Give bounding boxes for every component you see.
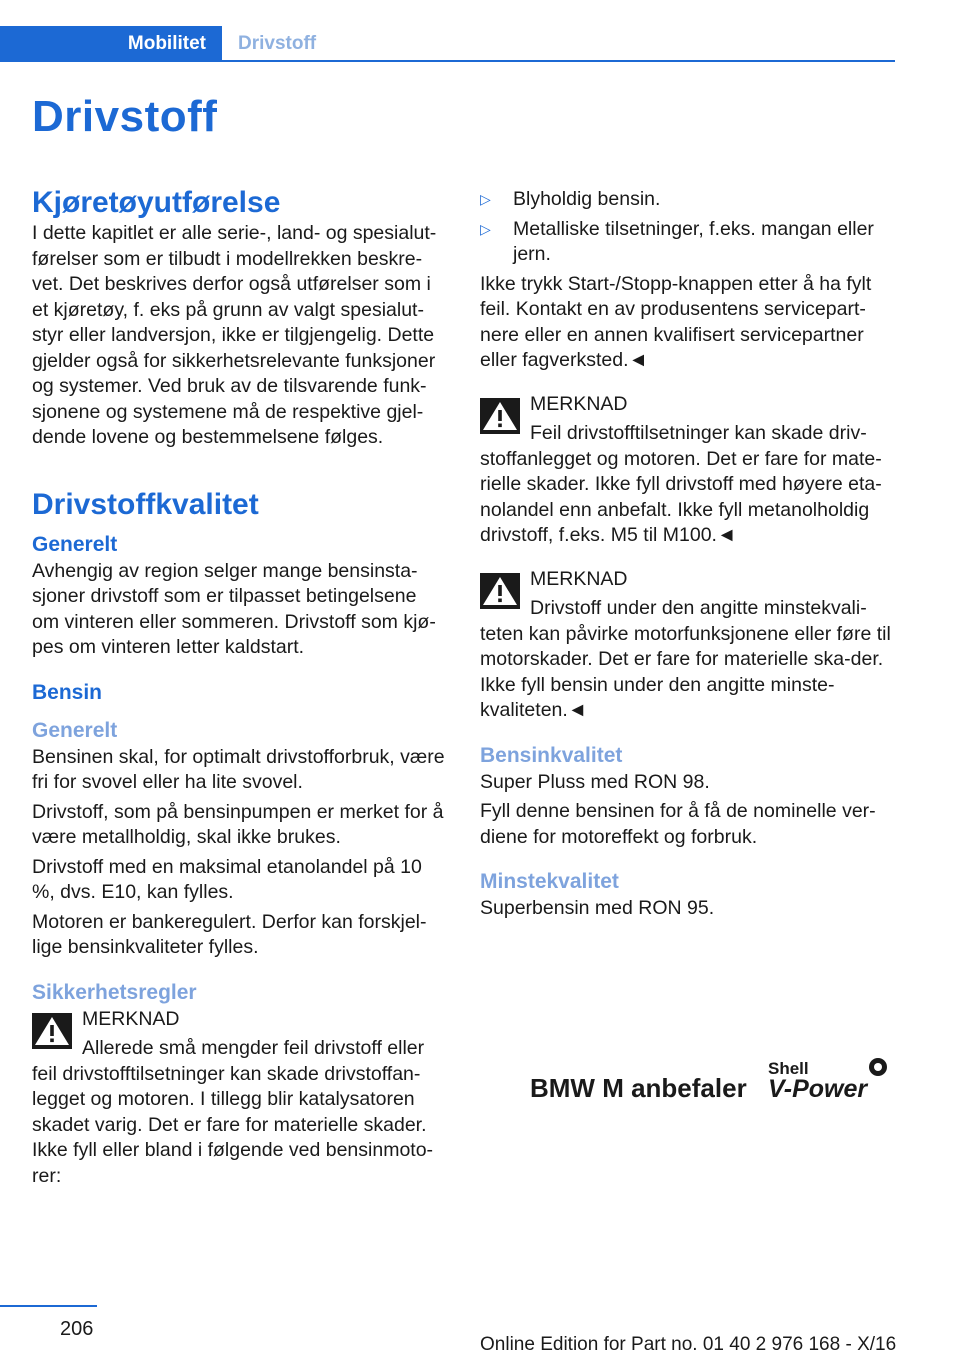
warning-paragraph: Allerede små mengder feil drivstoff eller feil drivstofftilsetninger kan skade drivstoffan-legget og motoren. I tillegg blir katalysatoren skadet varig. Det er fare for materielle skader. Ikke fyll eller bland i følgende ved bensinmoto-rer: — [32, 1037, 434, 1187]
petrol-paragraph-2: Drivstoff, som på bensinpumpen er merket for å være metallholdig, skal ikke brukes. — [32, 800, 444, 848]
heading-safety-rules: Sikkerhetsregler — [32, 980, 197, 1004]
list-item — [480, 217, 896, 268]
page-title: Drivstoff — [32, 92, 218, 141]
warning-triangle-icon — [32, 1013, 72, 1049]
list-item-text: Metalliske tilsetninger, f.eks. mangan eller jern. — [513, 217, 874, 265]
footer-divider — [0, 1305, 97, 1307]
warning-block — [480, 392, 896, 549]
bullet-triangle-icon: ▷ — [480, 220, 491, 237]
warning-block — [32, 1007, 448, 1190]
quality-paragraph-2: Fyll denne bensinen for å få de nominelle ver-diene for motoreffekt og forbruk. — [480, 800, 876, 848]
footer-edition: Online Edition for Part no. 01 40 2 976 168 - X/16 — [480, 1334, 897, 1355]
general-paragraph: Avhengig av region selger mange bensinsta-sjoner drivstoff som er tilpasset betingelsene om vinteren eller sommeren. Drivstoff som kjø-pes om vinteren letter kaldstart. — [32, 559, 436, 658]
petrol-paragraph-3: Drivstoff med en maksimal etanolandel på 10 %, dvs. E10, kan fylles. — [32, 855, 422, 903]
logo-text: BMW M anbefaler — [530, 1073, 747, 1103]
logo-brand-bottom: V-Power — [768, 1075, 868, 1103]
warning-paragraph: Drivstoff under den angitte minstekvali-teten kan påvirke motorfunksjonene eller føre til motorskader. Det er fare for materielle ska-der. Ikke fyll bensin under den angitte minste-kvaliteten.◄ — [480, 597, 891, 721]
logo-brand-top: Shell — [768, 1059, 809, 1078]
start-stop-paragraph: Ikke trykk Start-/Stopp-knappen etter å ha fylt feil. Kontakt en av produsentens servicepart-nere eller en annen kvalifisert servicepartner eller fagverksted.◄ — [480, 272, 872, 371]
warning-triangle-icon — [480, 398, 520, 434]
petrol-paragraph-1: Bensinen skal, for optimalt drivstofforbruk, være fri for svovel eller ha lite svovel. — [32, 745, 445, 793]
minimum-quality-paragraph: Superbensin med RON 95. — [480, 897, 715, 919]
heading-petrol-quality: Bensinkvalitet — [480, 743, 623, 767]
variant-paragraph: I dette kapitlet er alle serie-, land- og spesialut-førelser som er tilbudt i modellrekken beskre-vet. Det beskrives derfor også utførelser som i et kjøretøy, f. eks på grunn av valgt spesialut-styr eller landversjon, ikke er tilgjengelig. Dette gjelder også for sikkerhetsrelevante funksjoner og systemer. Ved bruk av de tilsvarende funk-sjonene og systemene må de respektive gjel-dende lovene og bestemmelsene følges. — [32, 222, 437, 448]
warning-block — [480, 567, 896, 724]
heading-general: Generelt — [32, 532, 118, 556]
quality-paragraph-1: Super Pluss med RON 98. — [480, 770, 710, 793]
heading-petrol: Bensin — [32, 680, 103, 704]
left-column — [32, 185, 448, 1189]
warning-triangle-icon — [480, 573, 520, 609]
header-bar — [0, 26, 895, 62]
tab-mobilitet[interactable]: Mobilitet — [0, 26, 222, 62]
warning-label: MERKNAD — [530, 392, 628, 415]
heading-fuel-quality: Drivstoffkvalitet — [32, 487, 259, 521]
tab-drivstoff[interactable]: Drivstoff — [238, 33, 317, 54]
bullet-triangle-icon: ▷ — [480, 191, 491, 207]
header-divider — [222, 60, 895, 62]
warning-label: MERKNAD — [82, 1007, 180, 1030]
list-item-text: Blyholdig bensin. — [513, 188, 661, 210]
heading-minimum-quality: Minstekvalitet — [480, 870, 619, 893]
list-item — [480, 187, 896, 213]
warning-paragraph: Feil drivstofftilsetninger kan skade driv-stoffanlegget og motoren. Det er fare for mate-rielle skader. Ikke fyll drivstoff med høyere eta-nolandel enn anbefalt. Ikke fyll metanolholdig drivstoff, f.eks. M5 til M100.◄ — [480, 422, 882, 546]
bmw-m-shell-vpower-logo — [528, 1055, 893, 1105]
warning-label: MERKNAD — [530, 567, 628, 590]
page-number: 206 — [60, 1318, 94, 1340]
heading-vehicle-variant: Kjøretøyutførelse — [32, 186, 281, 219]
petrol-paragraph-4: Motoren er bankeregulert. Derfor kan forskjel-lige bensinkvaliteter fylles. — [32, 910, 427, 958]
right-column — [480, 187, 896, 922]
heading-petrol-general: Generelt — [32, 718, 118, 742]
